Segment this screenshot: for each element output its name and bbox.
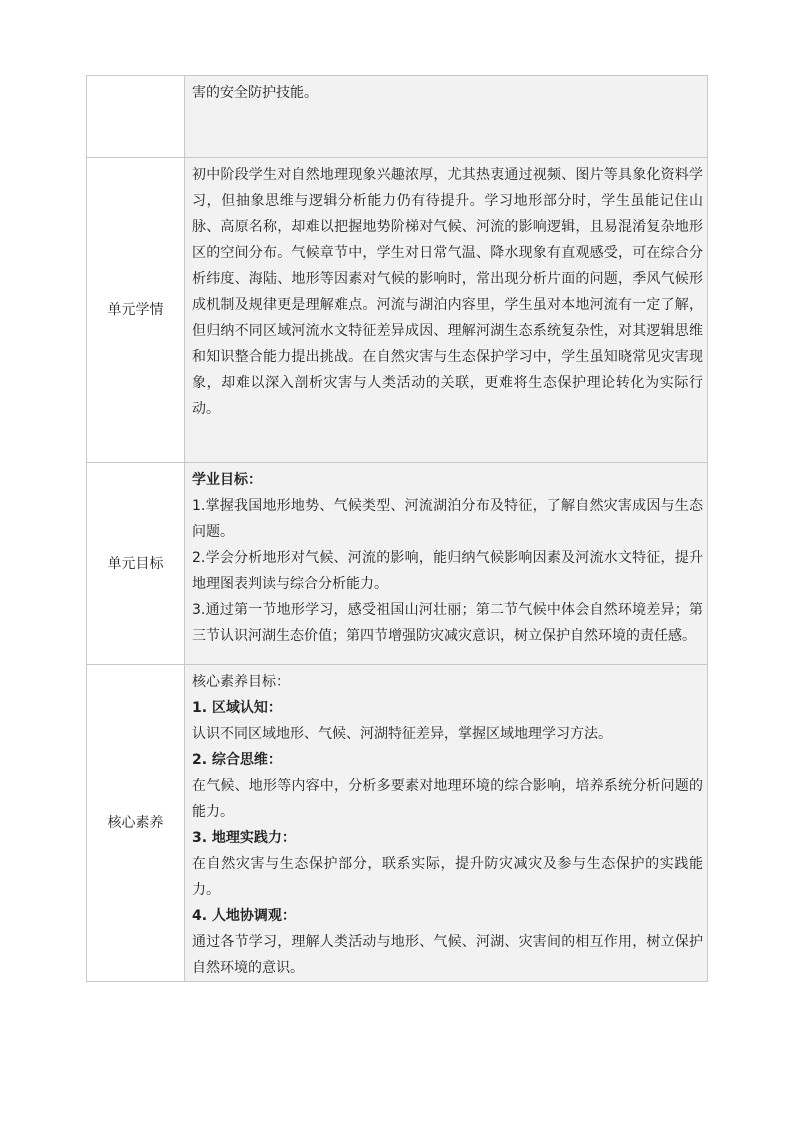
paragraph: 初中阶段学生对自然地理现象兴趣浓厚，尤其热衷通过视频、图片等具象化资料学习，但抽象思维与逻辑分析能力仍有待提升。学习地形部分时，学生虽能记住山脉、高原名称，却难以把握地势阶梯对气候、河流的影响逻辑，且易混淆复杂地形区的空间分布。气候章节中，学生对日常气温、降水现象有直观感受，可在综合分析纬度、海陆、地形等因素对气候的影响时，常出现分析片面的问题，季风气候形成机制及规律更是理解难点。河流与湖泊内容里，学生虽对本地河流有一定了解，但归纳不同区域河流水文特征差异成因、理解河湖生态系统复杂性，对其逻辑思维和知识整合能力提出挑战。在自然灾害与生态保护学习中，学生虽知晓常见灾害现象，却难以深入剖析灾害与人类活动的关联，更难将生态保护理论转化为实际行动。 bbox=[192, 167, 703, 417]
section-heading: 1. 区域认知： bbox=[192, 700, 282, 716]
row-content bbox=[185, 76, 708, 158]
lesson-plan-table bbox=[86, 75, 708, 982]
table-row bbox=[87, 665, 708, 982]
row-content bbox=[185, 463, 708, 665]
section-heading: 学业目标： bbox=[192, 472, 262, 488]
paragraph: 通过各节学习，理解人类活动与地形、气候、河湖、灾害间的相互作用，树立保护自然环境的意识。 bbox=[192, 934, 703, 976]
paragraph: 核心素养目标： bbox=[192, 674, 290, 690]
row-content bbox=[185, 158, 708, 463]
section-heading: 4. 人地协调观： bbox=[192, 908, 296, 924]
paragraph: 3.通过第一节地形学习，感受祖国山河壮丽；第二节气候中体会自然环境差异；第三节认识河湖生态价值；第四节增强防灾减灾意识，树立保护自然环境的责任感。 bbox=[192, 602, 703, 644]
row-label bbox=[87, 76, 185, 158]
paragraph: 在自然灾害与生态保护部分，联系实际，提升防灾减灾及参与生态保护的实践能力。 bbox=[192, 856, 703, 898]
table-row bbox=[87, 158, 708, 463]
section-heading: 3. 地理实践力： bbox=[192, 830, 296, 846]
row-label: 核心素养 bbox=[87, 665, 185, 982]
paragraph: 在气候、地形等内容中，分析多要素对地理环境的综合影响，培养系统分析问题的能力。 bbox=[192, 778, 703, 820]
row-label: 单元学情 bbox=[87, 158, 185, 463]
paragraph: 1.掌握我国地形地势、气候类型、河流湖泊分布及特征，了解自然灾害成因与生态问题。 bbox=[192, 498, 703, 540]
paragraph: 认识不同区域地形、气候、河湖特征差异，掌握区域地理学习方法。 bbox=[192, 726, 612, 742]
paragraph: 2.学会分析地形对气候、河流的影响，能归纳气候影响因素及河流水文特征，提升地理图表判读与综合分析能力。 bbox=[192, 550, 703, 592]
table-row bbox=[87, 76, 708, 158]
table-row bbox=[87, 463, 708, 665]
row-content bbox=[185, 665, 708, 982]
section-heading: 2. 综合思维： bbox=[192, 752, 282, 768]
paragraph: 害的安全防护技能。 bbox=[192, 85, 318, 101]
row-label: 单元目标 bbox=[87, 463, 185, 665]
